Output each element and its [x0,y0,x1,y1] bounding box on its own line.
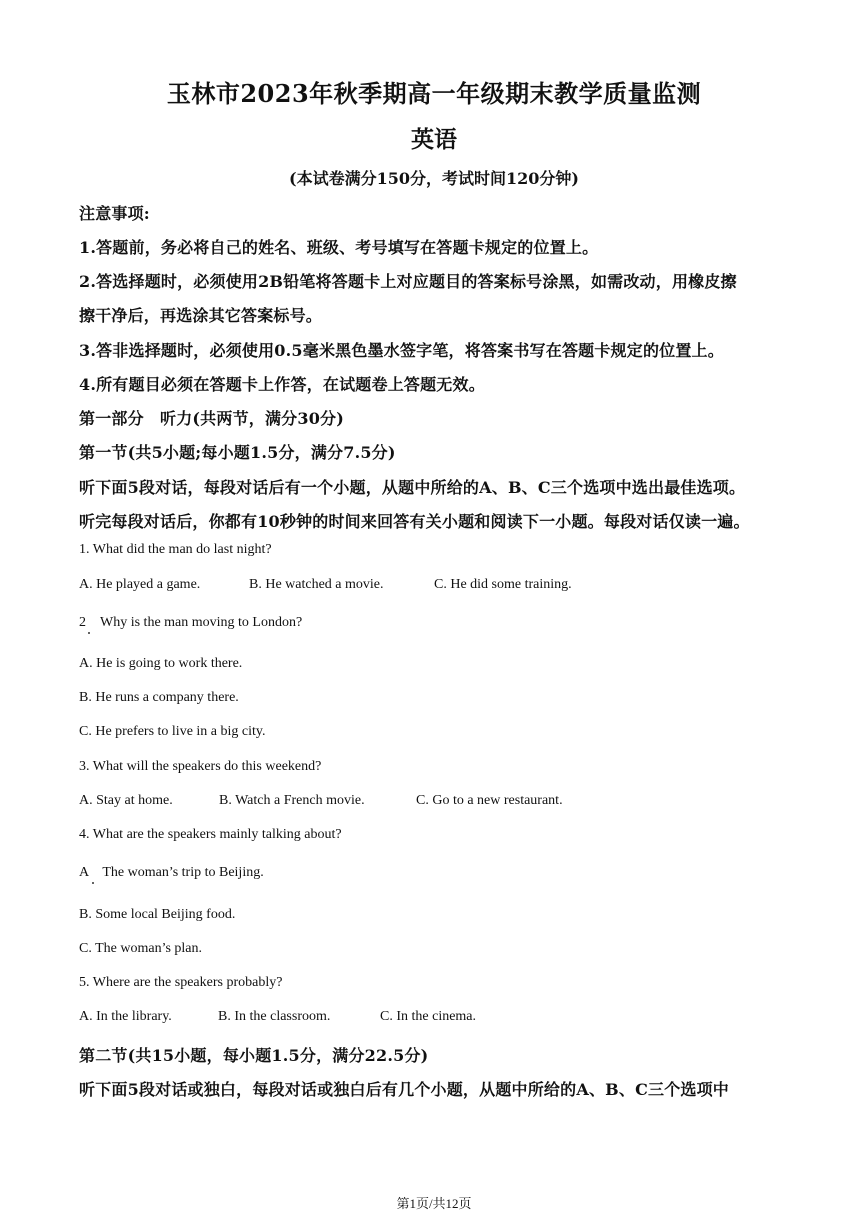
question-option: B. He watched a movie. [249,577,384,592]
question-option: B. In the classroom. [218,1009,331,1024]
note-item: 4.所有题目必须在答题卡上作答，在试题卷上答题无效。 [79,375,485,394]
question-option: B. He runs a company there. [79,690,239,705]
question-option: C. He did some training. [434,577,572,592]
question-option: C. Go to a new restaurant. [416,793,563,808]
question-stem: 3. What will the speakers do this weekend? [79,759,322,774]
question-option: A. Stay at home. [79,793,173,808]
section1-instruction: 听完每段对话后，你都有10秒钟的时间来回答有关小题和阅读下一小题。每段对话仅读一遍。 [79,512,750,531]
question-option: C. In the cinema. [380,1009,477,1024]
section2-instruction: 听下面5段对话或独白，每段对话或独白后有几个小题，从题中所给的A、B、C三个选项中 [79,1080,730,1099]
question-stem: 4. What are the speakers mainly talking about? [79,827,342,842]
stray-dot [88,632,90,634]
page-number: 第1页/共12页 [396,1196,472,1211]
question-option: C. He prefers to live in a big city. [79,724,266,739]
section1-instruction: 听下面5段对话，每段对话后有一个小题，从题中所给的A、B、C三个选项中选出最佳选项。 [79,478,746,497]
question-option: A The woman’s trip to Beijing. [79,865,264,880]
stray-dot [92,882,94,884]
exam-title: 玉林市2023年秋季期高一年级期末教学质量监测 [166,79,702,108]
question-option: B. Some local Beijing food. [79,907,236,922]
note-item: 1.答题前，务必将自己的姓名、班级、考号填写在答题卡规定的位置上。 [79,238,599,257]
section1-heading: 第一节(共5小题;每小题1.5分，满分7.5分) [79,443,396,462]
question-option: B. Watch a French movie. [219,793,365,808]
notes-heading: 注意事项: [79,204,150,223]
question-stem: 5. Where are the speakers probably? [79,975,283,990]
part1-heading: 第一部分 听力(共两节，满分30分) [79,409,345,428]
question-stem: 2 Why is the man moving to London? [79,615,303,630]
question-option: C. The woman’s plan. [79,941,203,956]
note-item: 2.答选择题时，必须使用2B铅笔将答题卡上对应题目的答案标号涂黑，如需改动，用橡皮擦 [79,272,737,291]
question-stem: 1. What did the man do last night? [79,542,272,557]
note-item-continued: 擦干净后，再选涂其它答案标号。 [79,306,323,325]
question-option: A. He played a game. [79,577,201,592]
exam-info: (本试卷满分150分，考试时间120分钟) [289,169,579,188]
note-item: 3.答非选择题时，必须使用0.5毫米黑色墨水签字笔，将答案书写在答题卡规定的位置上。 [79,341,724,360]
section2-heading: 第二节(共15小题，每小题1.5分，满分22.5分) [79,1046,429,1065]
question-option: A. In the library. [79,1009,172,1024]
subject-title: 英语 [411,126,457,153]
question-option: A. He is going to work there. [79,656,243,671]
